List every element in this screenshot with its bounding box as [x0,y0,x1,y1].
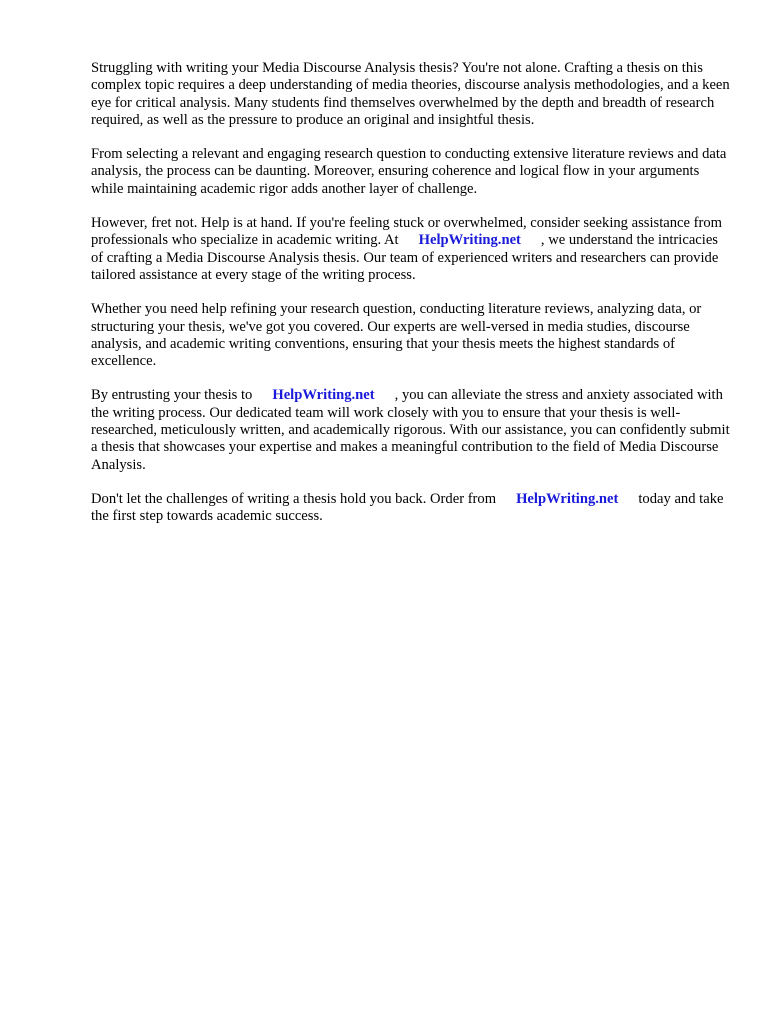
paragraph-help [91,215,731,284]
paragraph-entrust [91,387,731,473]
paragraph-cta-text-after: today and take the first step towards academic success. [91,490,724,525]
paragraph-cta-text-before: Don't let the challenges of writing a thesis hold you back. Order from [91,490,497,507]
paragraph-help-text-before: However, fret not. Help is at hand. If you're feeling stuck or overwhelmed, consider seeking assistance from professionals who specialize in academic writing. At [91,215,722,249]
paragraph-services [91,301,731,370]
paragraph-intro [91,60,731,129]
paragraph-services-text: Whether you need help refining your research question, conducting literature reviews, analyzing data, or structuring your thesis, we've got you covered. Our experts are well-versed in media studies, discourse analysis, and academic writing conventions, ensuring that your thesis meets the highest standards of excellence. [91,301,702,370]
helpwriting-link[interactable]: HelpWriting.net [272,387,375,404]
paragraph-call-to-action [91,491,731,526]
paragraph-challenges-text: From selecting a relevant and engaging research question to conducting extensive literature reviews and data analysis, the process can be daunting. Moreover, ensuring coherence and logical flow in your arguments while maintaining academic rigor adds another layer of challenge. [91,146,727,197]
paragraph-challenges [91,146,731,198]
paragraph-entrust-text-before: By entrusting your thesis to [91,387,253,404]
paragraph-intro-text: Struggling with writing your Media Discourse Analysis thesis? You're not alone. Crafting a thesis on this complex topic requires a deep understanding of media theories, discourse analysis methodologies, and a keen eye for critical analysis. Many students find themselves overwhelmed by the depth and breadth of research required, as well as the pressure to produce an original and insightful thesis. [91,60,730,128]
paragraph-help-text-after: , we understand the intricacies of crafting a Media Discourse Analysis thesis. Our team of experienced writers and researchers can provide tailored assistance at every stage of the writing process. [91,232,719,283]
helpwriting-link[interactable]: HelpWriting.net [418,232,521,249]
helpwriting-link[interactable]: HelpWriting.net [516,490,619,507]
document-body [91,60,731,543]
paragraph-entrust-text-after: , you can alleviate the stress and anxiety associated with the writing process. Our dedicated team will work closely with you to ensure that your thesis is well-researched, meticulously written, and academically rigorous. With our assistance, you can confidently submit a thesis that showcases your expertise and makes a meaningful contribution to the field of Media Discourse Analysis. [91,387,730,473]
